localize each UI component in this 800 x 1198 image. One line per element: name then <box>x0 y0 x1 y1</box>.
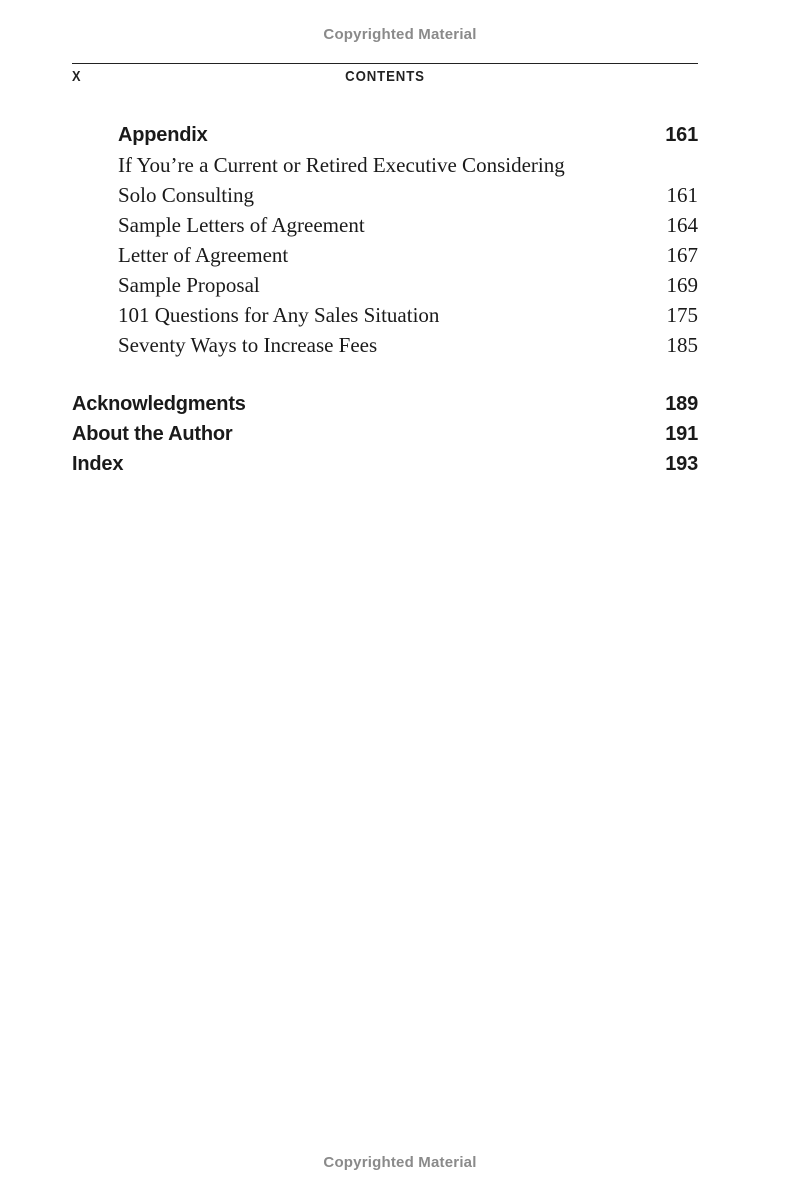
page-folio: X <box>72 68 81 85</box>
toc-subentry-title: Solo Consulting <box>118 183 254 207</box>
toc-entry-appendix[interactable] <box>72 120 698 150</box>
toc-subentry-title: If You’re a Current or Retired Executive Considering <box>118 153 565 177</box>
toc-entry-index[interactable] <box>72 449 698 479</box>
toc-entry-page: 161 <box>665 124 698 146</box>
section-spacer <box>72 360 698 389</box>
copyright-watermark-bottom: Copyrighted Material <box>323 1154 477 1171</box>
toc-entry-page: 189 <box>665 393 698 415</box>
toc-subentry[interactable] <box>72 330 698 360</box>
toc-subentry-title: Sample Proposal <box>118 273 260 297</box>
toc-entry-about-the-author[interactable] <box>72 419 698 449</box>
toc-subentry-page: 169 <box>666 273 698 297</box>
toc-subentry-title: Sample Letters of Agreement <box>118 213 365 237</box>
toc-entry-page: 191 <box>665 423 698 445</box>
toc-entry-title: Acknowledgments <box>72 393 246 415</box>
toc-subentry-title: Seventy Ways to Increase Fees <box>118 333 378 357</box>
toc-subentry-page: 185 <box>666 333 698 357</box>
toc-subentry[interactable] <box>72 300 698 330</box>
running-title: CONTENTS <box>345 68 425 85</box>
toc-subentry-title: 101 Questions for Any Sales Situation <box>118 303 440 327</box>
toc-entry-title: About the Author <box>72 423 233 445</box>
toc-subentry-page: 167 <box>666 243 698 267</box>
toc-subentry[interactable] <box>72 180 698 210</box>
toc-subentry[interactable] <box>72 270 698 300</box>
toc-subentry-page: 175 <box>666 303 698 327</box>
toc-entry-title: Index <box>72 453 124 475</box>
toc-subentry[interactable] <box>72 210 698 240</box>
toc-subentry-title: Letter of Agreement <box>118 243 289 267</box>
toc-entry-page: 193 <box>665 453 698 475</box>
toc-subentry-page: 161 <box>666 183 698 207</box>
toc-entry-title: Appendix <box>118 124 208 146</box>
running-header <box>72 63 698 88</box>
toc-entry-acknowledgments[interactable] <box>72 389 698 419</box>
toc-subentry[interactable] <box>72 150 698 180</box>
table-of-contents <box>72 120 698 479</box>
copyright-watermark-top: Copyrighted Material <box>323 26 477 43</box>
toc-subentry[interactable] <box>72 240 698 270</box>
toc-subentry-page: 164 <box>666 213 698 237</box>
